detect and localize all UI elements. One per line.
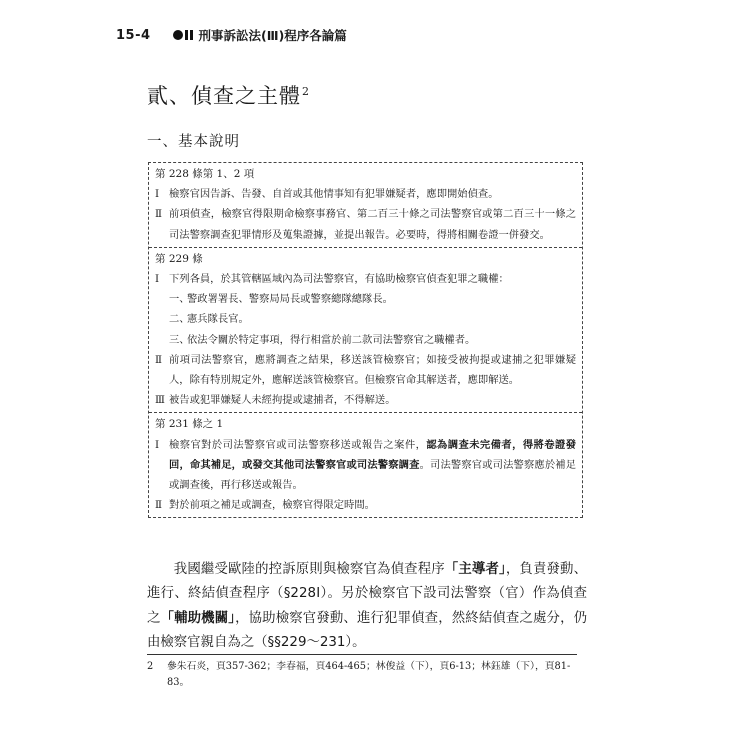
clause-text: 警政署署長、警察局局長或警察總隊總隊長。 <box>187 293 393 306</box>
header-ornament-icon <box>173 30 193 40</box>
statute-subitem <box>155 289 576 309</box>
clause-marker: Ⅰ <box>155 438 160 451</box>
clause-text: 前項偵查，檢察官得限期命檢察事務官、第二百三十條之司法警察官或第二百三十一條之司法警察調查犯罪情形及蒐集證據，並提出報告。必要時，得將相關卷證一併發交。 <box>169 208 576 241</box>
emphasis-term: 「輔助機關」 <box>160 610 236 626</box>
clause-text: 憲兵隊長官。 <box>187 313 249 326</box>
clause-text: 前項司法警察官，應將調查之結果，移送該管檢察官；如接受被拘提或逮捕之犯罪嫌疑人，除有特別規定外，應解送該管檢察官。但檢察官命其解送者，應即解送。 <box>169 353 576 387</box>
statute-clause <box>155 495 576 515</box>
clause-marker: 二、 <box>169 313 190 326</box>
statute-subitem <box>155 330 576 350</box>
statute-clause <box>155 350 576 390</box>
statute-section <box>149 163 582 248</box>
footnote-text: 參朱石炎，頁357-362；李春福，頁464-465；林俊益（下），頁6-13；林鈺雄（下），頁81-83。 <box>167 661 571 688</box>
statute-clause <box>155 204 576 244</box>
statute-clause <box>155 390 576 410</box>
footnote-divider <box>147 654 577 655</box>
paragraph-text: ，負責發動、進行、終結偵查程序（§228Ⅰ）。另於檢察官下設司法警察（官）作為偵查之 <box>147 562 587 626</box>
clause-text: 檢察官因告訴、告發、自首或其他情事知有犯罪嫌疑者，應即開始偵查。 <box>169 188 499 201</box>
clause-marker: Ⅰ <box>155 188 160 201</box>
statute-heading: 第 231 條之 1 <box>155 418 224 431</box>
clause-text: 下列各員，於其管轄區域內為司法警察官，有協助檢察官偵查犯罪之職權： <box>169 273 509 286</box>
emphasis-term: 「主導者」 <box>444 562 506 577</box>
footnote-reference: 2 <box>302 85 310 98</box>
clause-marker: 三、 <box>169 333 190 346</box>
emphasis-text: 認為調查未完備者，得將卷證發回，命其補足，或發交其他司法警察官或司法警察調查 <box>169 438 577 471</box>
statute-clause <box>155 184 576 204</box>
statute-section <box>149 248 582 414</box>
page-number: 15-4 <box>116 27 151 43</box>
body-paragraph <box>147 558 587 655</box>
book-title: 刑事訴訟法(Ⅲ)程序各論篇 <box>198 28 347 43</box>
clause-text-part: 檢察官對於司法警察官或司法警察移送或報告之案件， <box>169 438 427 451</box>
clause-marker: 一、 <box>169 293 190 306</box>
footnote-number: 2 <box>147 661 154 672</box>
statute-box <box>148 162 583 518</box>
subsection-title: 一、基本說明 <box>147 134 240 150</box>
footnote <box>147 659 587 691</box>
statute-clause <box>155 435 576 496</box>
clause-text <box>169 435 576 496</box>
statute-heading: 第 229 條 <box>155 252 203 265</box>
clause-marker: Ⅱ <box>155 353 162 366</box>
clause-text: 被告或犯罪嫌疑人未經拘提或逮捕者，不得解送。 <box>169 394 396 407</box>
clause-text: 對於前項之補足或調查，檢察官得限定時間。 <box>169 499 375 512</box>
section-title <box>147 80 310 110</box>
statute-section <box>149 413 582 517</box>
clause-text-part: 。司法警察官或司法警察應於補足或調查後，再行移送或報告。 <box>169 458 577 492</box>
section-title-text: 貳、偵查之主體 <box>147 84 301 108</box>
clause-marker: Ⅲ <box>155 394 165 407</box>
clause-marker: Ⅱ <box>155 499 162 512</box>
paragraph-text: ，協助檢察官發動、進行犯罪偵查，然終結偵查之處分，仍由檢察官親自為之（§§229～231）。 <box>147 610 587 650</box>
statute-subitem <box>155 309 576 329</box>
statute-heading: 第 228 條第 1、2 項 <box>155 168 255 180</box>
clause-text: 依法令關於特定事項，得行相當於前二款司法警察官之職權者。 <box>187 333 476 346</box>
statute-clause <box>155 269 576 289</box>
paragraph-text: 我國繼受歐陸的控訴原則與檢察官為偵查程序 <box>173 562 445 577</box>
clause-marker: Ⅱ <box>155 208 162 221</box>
clause-marker: Ⅰ <box>155 273 160 286</box>
running-header <box>116 26 347 44</box>
